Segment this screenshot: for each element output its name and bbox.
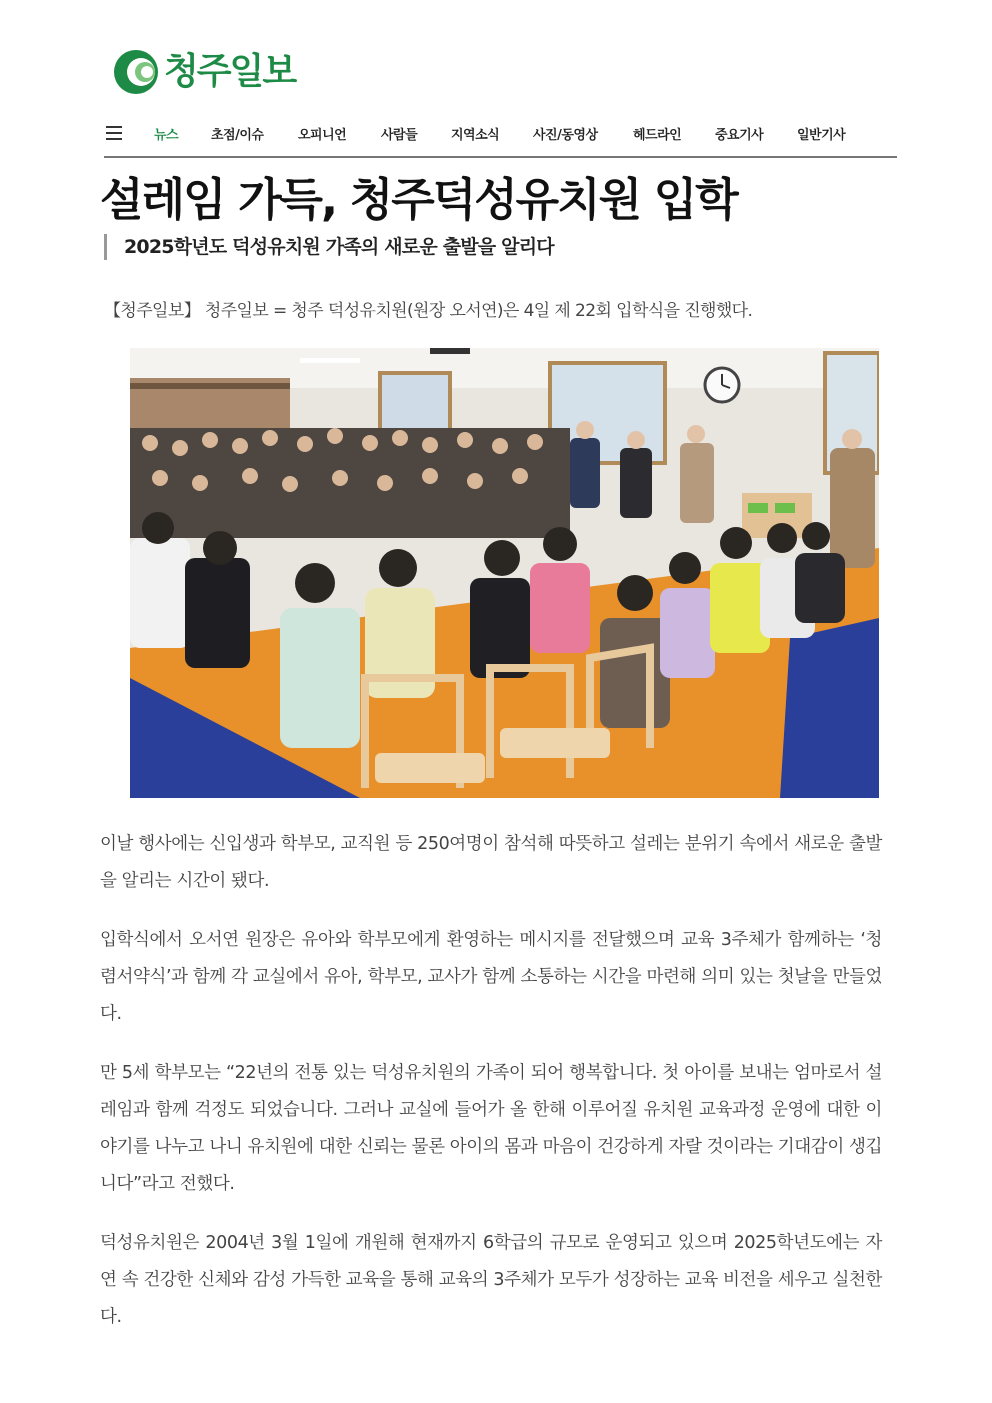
logo-text: 청주일보 — [164, 51, 296, 92]
article-subtitle: 2025학년도 덕성유치원 가족의 새로운 출발을 알리다 — [104, 234, 554, 260]
main-nav — [104, 118, 897, 158]
nav-item-local-news[interactable]: 지역소식 — [451, 128, 500, 143]
article-paragraph-4: 덕성유치원은 2004년 3월 1일에 개원해 현재까지 6학급의 규모로 운영되고 있으며 2025학년도에는 자연 속 건강한 신체와 감성 가득한 교육을 통해 교육의 3주체가 모두가 성장하는 교육 비전을 세우고 실천한다. — [100, 1233, 882, 1327]
nav-item-opinion[interactable]: 오피니언 — [298, 128, 347, 143]
nav-item-general[interactable]: 일반기사 — [797, 128, 846, 143]
article-lead: 【청주일보】 청주일보 = 청주 덕성유치원(원장 오서연)은 4일 제 22회 입학식을 진행했다. — [104, 301, 753, 321]
nav-item-headline[interactable]: 헤드라인 — [633, 128, 682, 143]
nav-item-news[interactable]: 뉴스 — [154, 128, 179, 143]
kindergarten-ceremony-photo — [130, 348, 879, 798]
site-logo[interactable] — [112, 46, 295, 98]
hamburger-menu-icon[interactable] — [106, 126, 122, 140]
article-paragraph-2: 입학식에서 오서연 원장은 유아와 학부모에게 환영하는 메시지를 전달했으며 교육 3주체가 함께하는 ‘청렴서약식’과 함께 각 교실에서 유아, 학부모, 교사가 함께 소통하는 시간을 마련해 의미 있는 첫날을 만들었다. — [100, 930, 882, 1024]
article-title: 설레임 가득, 청주덕성유치원 입학 — [100, 173, 737, 226]
nav-item-important[interactable]: 중요기사 — [715, 128, 764, 143]
article-paragraph-3: 만 5세 학부모는 “22년의 전통 있는 덕성유치원의 가족이 되어 행복합니다. 첫 아이를 보내는 엄마로서 설레임과 함께 걱정도 되었습니다. 그러나 교실에 들어가 올 한해 이루어질 유치원 교육과정 운영에 대한 이야기를 나누고 나니 유치원에 대한 신뢰는 물론 아이의 몸과 마음이 건강하게 자랄 것이라는 기대감이 생깁니다”라고 전했다. — [100, 1063, 882, 1194]
nav-item-focus-issue[interactable]: 초점/이슈 — [211, 128, 264, 143]
logo-mark-icon — [112, 48, 160, 96]
article-paragraph-1: 이날 행사에는 신입생과 학부모, 교직원 등 250여명이 참석해 따뜻하고 설레는 분위기 속에서 새로운 출발을 알리는 시간이 됐다. — [100, 834, 882, 891]
nav-item-people[interactable]: 사람들 — [381, 128, 418, 143]
article-photo — [130, 348, 879, 798]
nav-item-photo-video[interactable]: 사진/동영상 — [533, 128, 598, 143]
